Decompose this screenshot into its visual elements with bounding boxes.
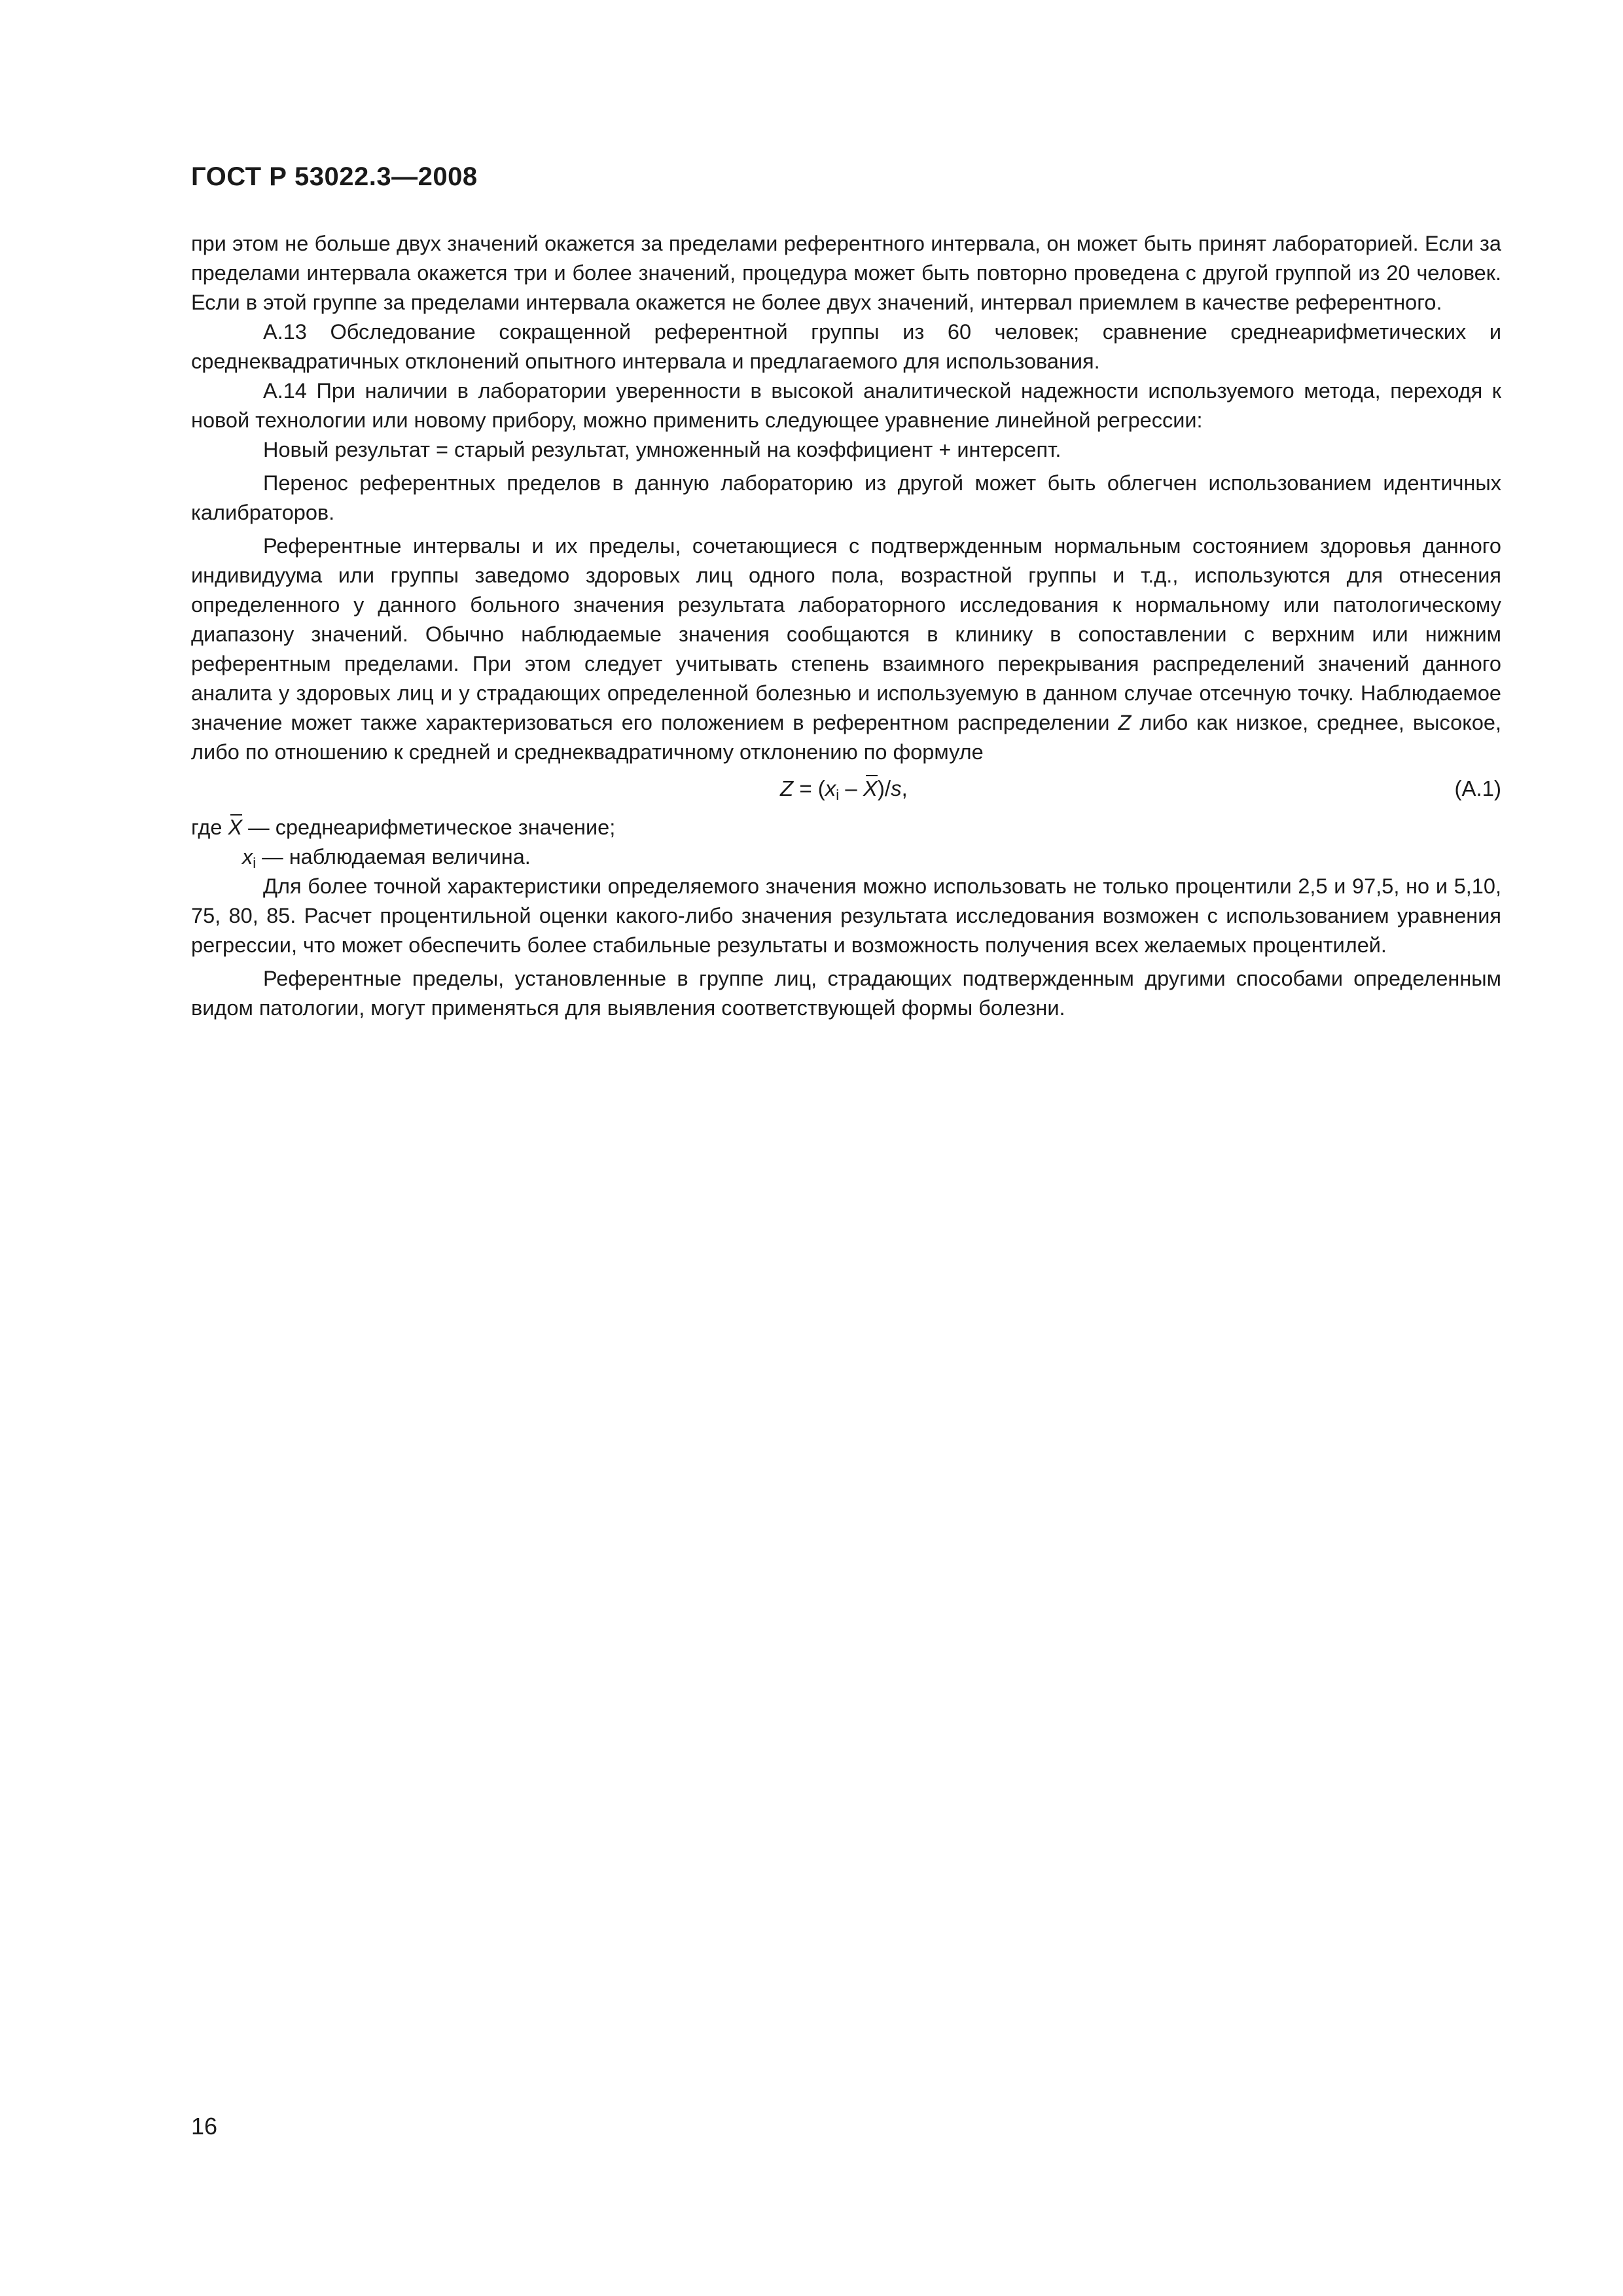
formula-z: Z bbox=[780, 776, 794, 800]
formula-number: (А.1) bbox=[1454, 776, 1501, 800]
definition-xi-text: — наблюдаемая величина. bbox=[256, 845, 531, 869]
page-number: 16 bbox=[191, 2113, 218, 2140]
definition-xbar-text: — среднеарифметическое значение; bbox=[242, 816, 616, 839]
definition-xbar bbox=[191, 813, 1501, 842]
paragraph-reference-intervals bbox=[191, 531, 1501, 767]
definition-xi-subscript: i bbox=[253, 855, 257, 871]
paragraph-a13: А.13 Обследование сокращенной референтной группы из 60 человек; сравнение среднеарифметических и среднеквадратичных отклонений опытного интервала и предлагаемого для использования. bbox=[191, 320, 1501, 373]
paragraph-continuation: при этом не больше двух значений окажется за пределами референтного интервала, он может быть принят лабораторией. Если за пределами интервала окажется три и более значений, процедура может быть повторно проведена с другой группой из 20 человек. Если в этой группе за пределами интервала окажется не более двух значений, интервал приемлем в качестве референтного. bbox=[191, 232, 1501, 314]
formula-subscript: i bbox=[836, 787, 840, 803]
formula-s: s bbox=[891, 776, 902, 800]
paragraph-regression-equation: Новый результат = старый результат, умноженный на коэффициент + интерсепт. bbox=[263, 438, 1061, 461]
paragraph-text: Референтные интервалы и их пределы, сочетающиеся с подтвержденным нормальным состоянием здоровья данного индивидуума или группы заведомо здоровых лиц одного пола, возрастной группы и т.д., используются для отнесения определенного у данного больного значения результата лабораторного исследования к нормальному или патологическому диапазону значений. Обычно наблюдаемые значения сообщаются в клинику в сопоставлении с верхним или нижним референтным пределами. При этом следует учитывать степень взаимного перекрывания распределений значений данного аналита у здоровых лиц и у страдающих определенной болезнью и используемую в данном случае отсечную точку. Наблюдаемое значение может также характеризоваться его положением в референтном распределении bbox=[191, 534, 1501, 734]
definition-where: где bbox=[191, 816, 228, 839]
document-code-header: ГОСТ Р 53022.3—2008 bbox=[191, 162, 478, 191]
formula-comma: , bbox=[901, 776, 908, 800]
paragraph-pathology-limits: Референтные пределы, установленные в группе лиц, страдающих подтвержденным другими способами определенным видом патологии, могут применяться для выявления соответствующей формы болезни. bbox=[191, 967, 1501, 1020]
definition-xbar-symbol: X bbox=[228, 813, 242, 842]
paragraph-calibrators: Перенос референтных пределов в данную лабораторию из другой может быть облегчен использованием идентичных калибраторов. bbox=[191, 471, 1501, 524]
formula-xbar: X bbox=[863, 774, 878, 803]
variable-z: Z bbox=[1118, 711, 1132, 734]
paragraph-percentiles: Для более точной характеристики определяемого значения можно использовать не только процентили 2,5 и 97,5, но и 5,10, 75, 80, 85. Расчет процентильной оценки какого-либо значения результата исследования возможен с использованием уравнения регрессии, что может обеспечить более стабильные результаты и возможность получения всех желаемых процентилей. bbox=[191, 874, 1501, 957]
definition-xi bbox=[191, 842, 1501, 872]
paragraph-a14: А.14 При наличии в лаборатории уверенности в высокой аналитической надежности используемого метода, переходя к новой технологии или новому прибору, можно применить следующее уравнение линейной регрессии: bbox=[191, 379, 1501, 432]
paragraph-text: либо как низкое, среднее, высокое, либо по отношению к средней и среднеквадратичному отклонению по формуле bbox=[191, 711, 1501, 764]
formula-x: x bbox=[825, 776, 836, 800]
formula-divide: )/ bbox=[877, 776, 891, 800]
formula-a1 bbox=[780, 774, 908, 803]
definition-xi-symbol: x bbox=[242, 845, 253, 869]
formula-minus: – bbox=[839, 776, 863, 800]
formula-row bbox=[191, 774, 1501, 813]
body-text bbox=[191, 229, 1501, 1023]
formula-equals: = ( bbox=[793, 776, 825, 800]
